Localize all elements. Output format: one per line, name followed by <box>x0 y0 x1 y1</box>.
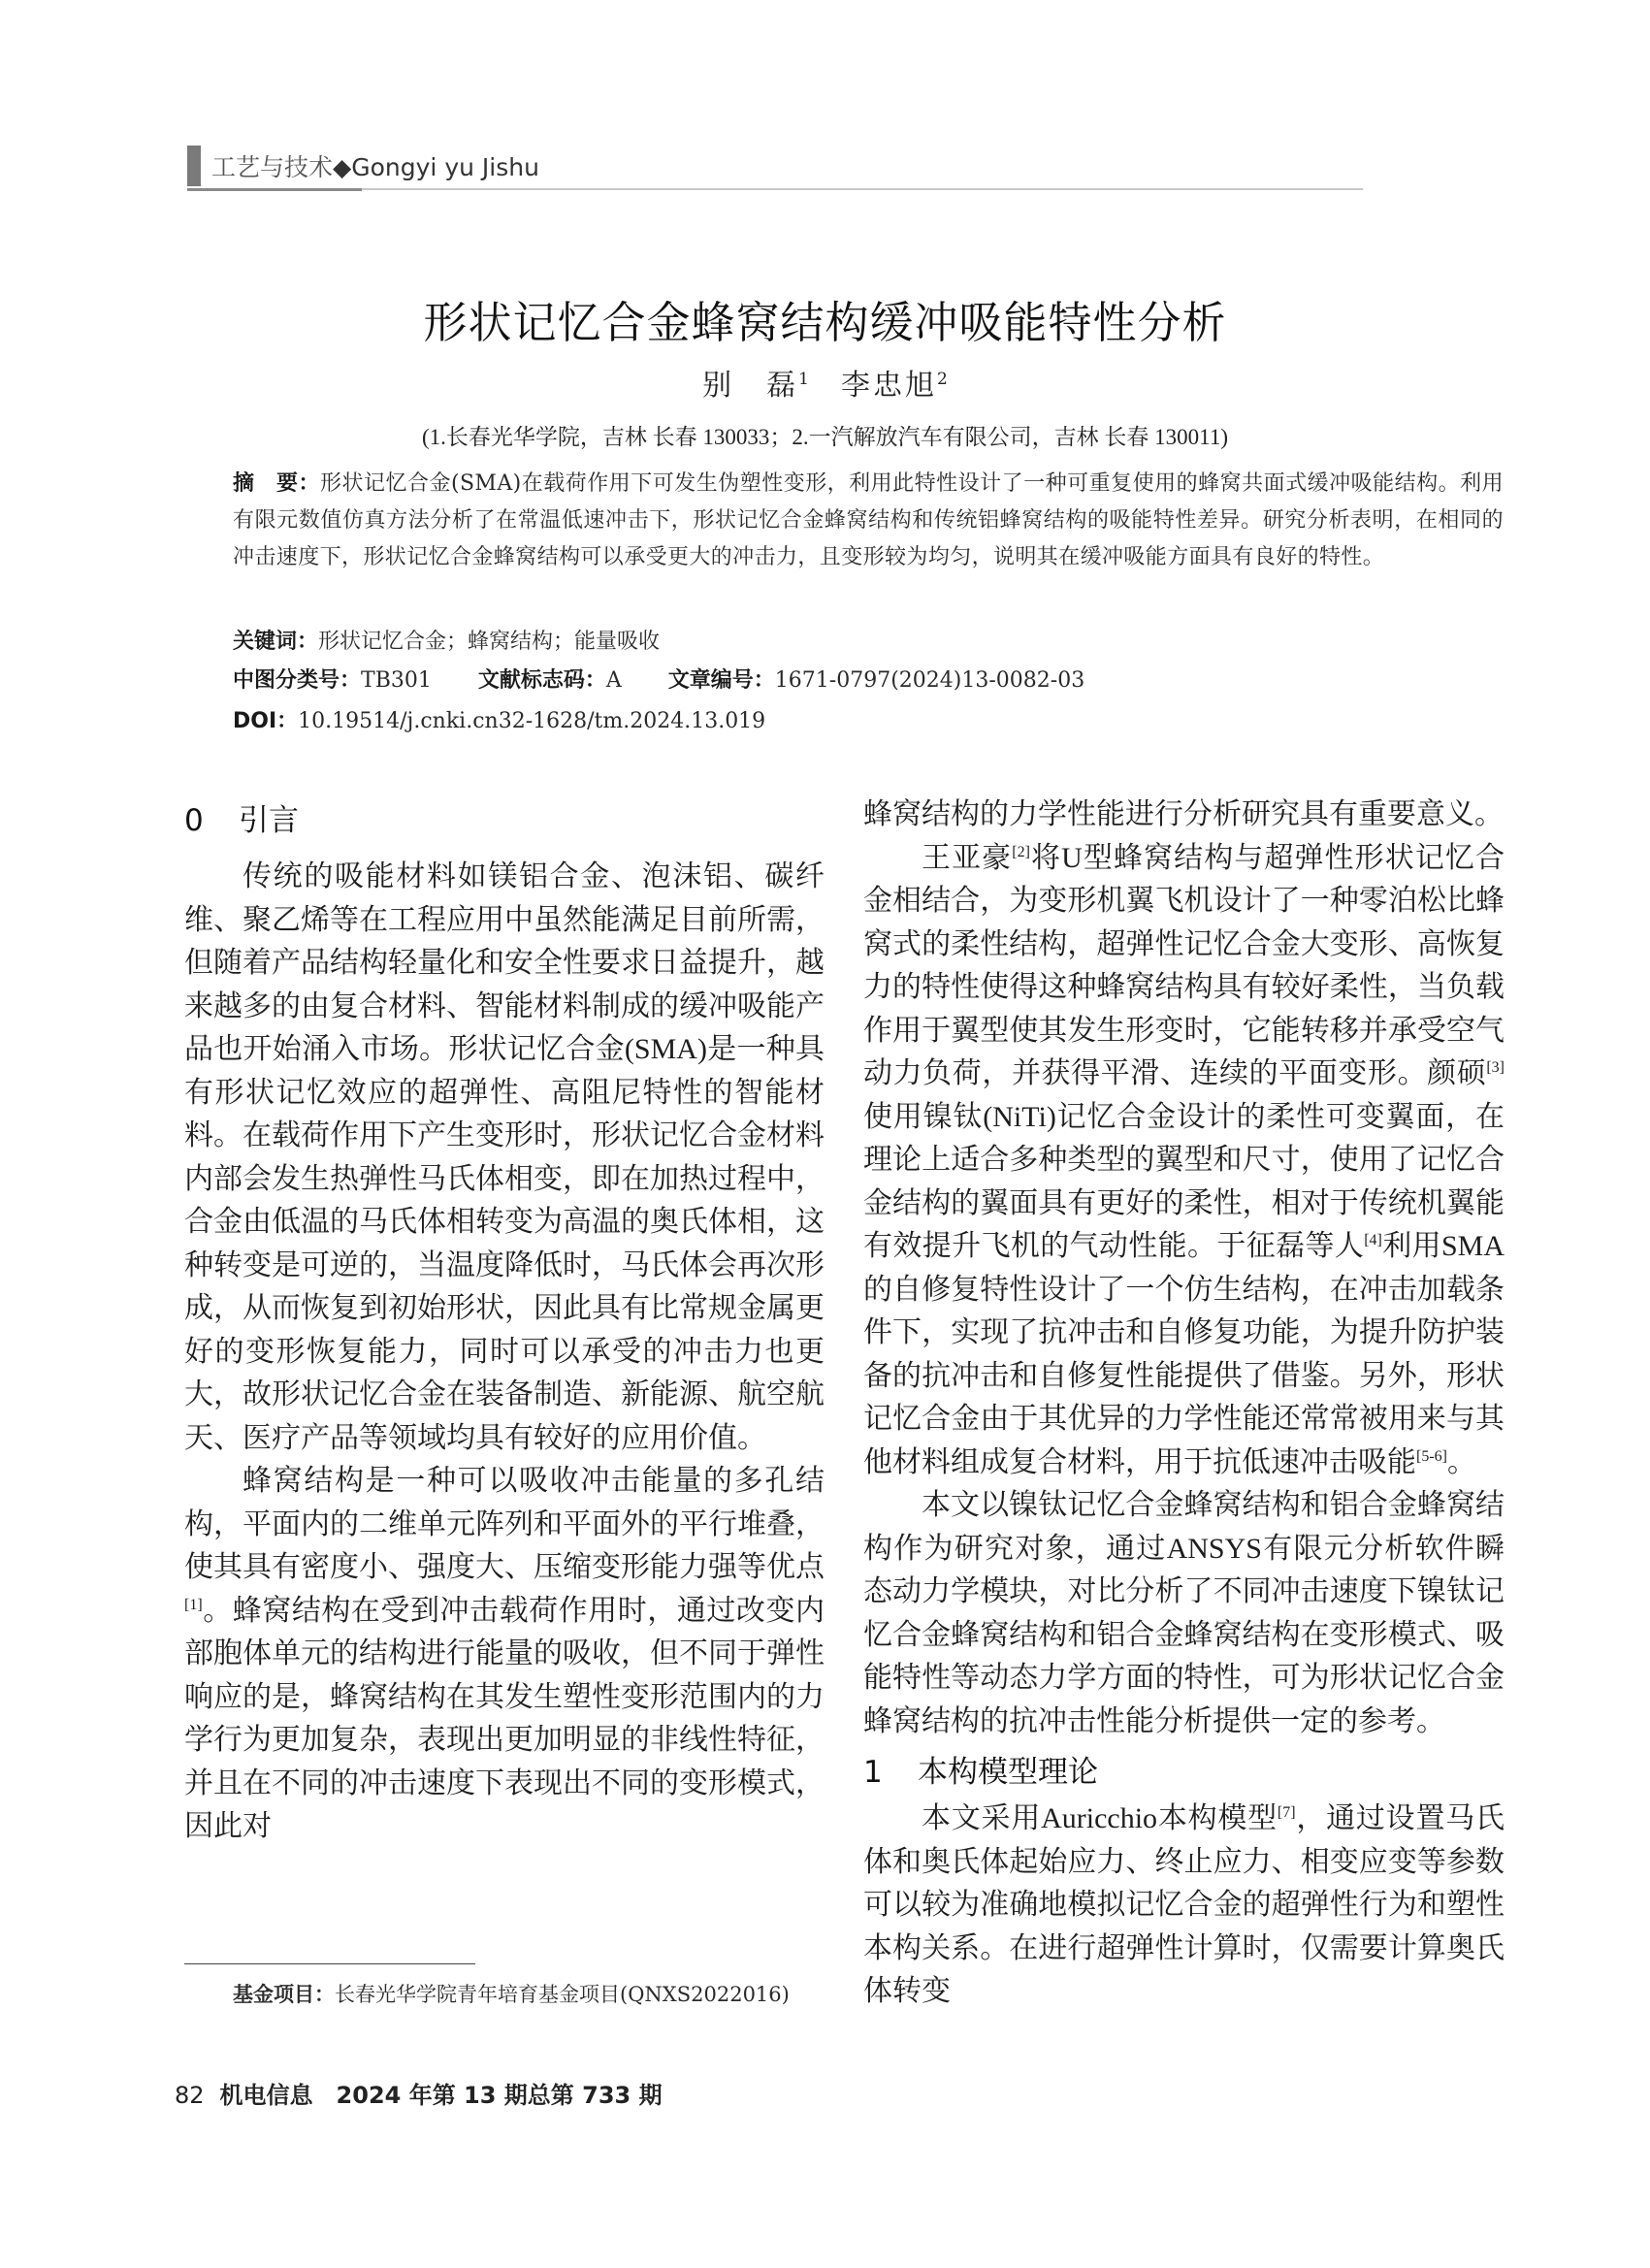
doi-line <box>233 704 1504 734</box>
classification-line <box>233 664 1504 694</box>
clc-value: TB301 <box>361 668 432 693</box>
right-column <box>863 794 1504 2014</box>
paragraph: 蜂窝结构是一种可以吸收冲击能量的多孔结构，平面内的二维单元阵列和平面外的平行堆叠，使其具有密度小、强度大、压缩变形能力强等优点[1]。蜂窝结构在受到冲击载荷作用时，通过改变内部胞体单元的结构进行能量的吸收，但不同于弹性响应的是，蜂窝结构在其发生塑性变形范围内的力学行为更加复杂，表现出更加明显的非线性特征，并且在不同的冲击速度下表现出不同的变形模式，因此对 <box>184 1465 825 1842</box>
paragraph: 本文以镍钛记忆合金蜂窝结构和铝合金蜂窝结构作为研究对象，通过ANSYS有限元分析软件瞬态动力学模块，对比分析了不同冲击速度下镍钛记忆合金蜂窝结构和铝合金蜂窝结构在变形模式、吸能特性等动态力学方面的特性，可为形状记忆合金蜂窝结构的抗冲击性能分析提供一定的参考。 <box>863 1489 1504 1737</box>
affiliation: (1.长春光华学院，吉林 长春 130033；2.一汽解放汽车有限公司，吉林 长春 130011) <box>422 425 1228 449</box>
diamond-icon: ◆ <box>333 153 352 181</box>
section-heading-intro <box>184 799 825 842</box>
page-number: 82 <box>175 2082 205 2109</box>
journal-issue: 机电信息 2024 年第 13 期总第 733 期 <box>219 2082 663 2109</box>
section-number: 0 <box>184 803 204 838</box>
clc-label: 中图分类号： <box>233 668 362 693</box>
paper-title: 形状记忆合金蜂窝结构缓冲吸能特性分析 <box>423 297 1227 348</box>
author-name: 李忠旭 <box>841 369 937 403</box>
footnote-rule <box>184 1963 475 1964</box>
section-title: 本构模型理论 <box>918 1755 1098 1790</box>
citation: [3] <box>1486 1059 1504 1076</box>
doc-code-value: A <box>605 668 622 693</box>
abstract-text: 形状记忆合金(SMA)在载荷作用下可发生伪塑性变形，利用此特性设计了一种可重复使用的蜂窝共面式缓冲吸能结构。利用有限元数值仿真方法分析了在常温低速冲击下，形状记忆合金蜂窝结构和传统铝蜂窝结构的吸能特性差异。研究分析表明，在相同的冲击速度下，形状记忆合金蜂窝结构可以承受更大的冲击力，且变形较为均匀，说明其在缓冲吸能方面具有良好的特性。 <box>233 471 1504 569</box>
section-number: 1 <box>863 1755 883 1790</box>
article-no-label: 文章编号： <box>667 668 775 693</box>
page-footer <box>175 2076 663 2110</box>
left-column <box>184 799 825 1849</box>
paragraph: 王亚豪[2]将U型蜂窝结构与超弹性形状记忆合金相结合，为变形机翼飞机设计了一种零泊松比蜂窝式的柔性结构，超弹性记忆合金大变形、高恢复力的特性使得这种蜂窝结构具有较好柔性，当负载作用于翼型使其发生形变时，它能转移并承受空气动力负荷，并获得平滑、连续的平面变形。颜硕[3]使用镍钛(NiTi)记忆合金设计的柔性可变翼面，在理论上适合多种类型的翼型和尺寸，使用了记忆合金结构的翼面具有更好的柔性，相对于传统机翼能有效提升飞机的气动性能。于征磊等人[4]利用SMA的自修复特性设计了一个仿生结构，在冲击加载条件下，实现了抗冲击和自修复功能，为提升防护装备的抗冲击和自修复性能提供了借鉴。另外，形状记忆合金由于其优异的力学性能还常常被用来与其他材料组成复合材料，用于抗低速冲击吸能[5-6]。 <box>863 841 1504 1478</box>
header-section-pinyin: Gongyi yu Jishu <box>351 153 539 181</box>
header-bar-mark <box>187 146 201 186</box>
paragraph: 蜂窝结构的力学性能进行分析研究具有重要意义。 <box>863 798 1504 830</box>
abstract-label: 摘 要： <box>233 471 320 496</box>
footnote-text: 长春光华学院青年培育基金项目(QNXS2022016) <box>335 1983 790 2006</box>
keywords <box>233 625 1504 655</box>
citation: [1] <box>184 1596 203 1613</box>
article-no-value: 1671-0797(2024)13-0082-03 <box>774 668 1085 693</box>
header-section-cn: 工艺与技术 <box>211 153 334 181</box>
doc-code-label: 文献标志码： <box>477 668 606 693</box>
author-line <box>0 361 1650 404</box>
author-affil-sup: 1 <box>798 370 809 389</box>
doi-label: DOI： <box>233 709 299 733</box>
keywords-text: 形状记忆合金；蜂窝结构；能量吸收 <box>318 630 661 654</box>
citation: [2] <box>1012 843 1030 860</box>
author-affil-sup: 2 <box>937 370 948 389</box>
header-rule <box>187 188 1363 190</box>
paragraph: 传统的吸能材料如镁铝合金、泡沫铝、碳纤维、聚乙烯等在工程应用中虽然能满足目前所需，但随着产品结构轻量化和安全性要求日益提升，越来越多的由复合材料、智能材料制成的缓冲吸能产品也开始涌入市场。形状记忆合金(SMA)是一种具有形状记忆效应的超弹性、高阻尼特性的智能材料。在载荷作用下产生变形时，形状记忆合金材料内部会发生热弹性马氏体相变，即在加热过程中，合金由低温的马氏体相转变为高温的奥氏体相，这种转变是可逆的，当温度降低时，马氏体会再次形成，从而恢复到初始形状，因此具有比常规金属更好的变形恢复能力，同时可以承受的冲击力也更大，故形状记忆合金在装备制造、新能源、航空航天、医疗产品等领域均具有较好的应用价值。 <box>184 860 825 1454</box>
author-name: 别 磊 <box>702 369 799 403</box>
paragraph: 本文采用Auricchio本构模型[7]，通过设置马氏体和奥氏体起始应力、终止应力、相变应变等参数可以较为准确地模拟记忆合金的超弹性行为和塑性本构关系。在进行超弹性计算时，仅需要计算奥氏体转变 <box>863 1802 1504 2007</box>
running-header <box>211 148 539 183</box>
citation: [5-6] <box>1416 1447 1447 1465</box>
keywords-label: 关键词： <box>233 630 319 654</box>
doi-value: 10.19514/j.cnki.cn32-1628/tm.2024.13.019 <box>298 709 766 733</box>
funding-footnote <box>233 1979 790 2008</box>
footnote-label: 基金项目： <box>233 1983 335 2006</box>
citation: [7] <box>1277 1804 1296 1821</box>
section-title: 引言 <box>239 803 299 838</box>
abstract <box>233 466 1504 576</box>
section-heading-model <box>863 1751 1504 1794</box>
citation: [4] <box>1364 1232 1382 1248</box>
